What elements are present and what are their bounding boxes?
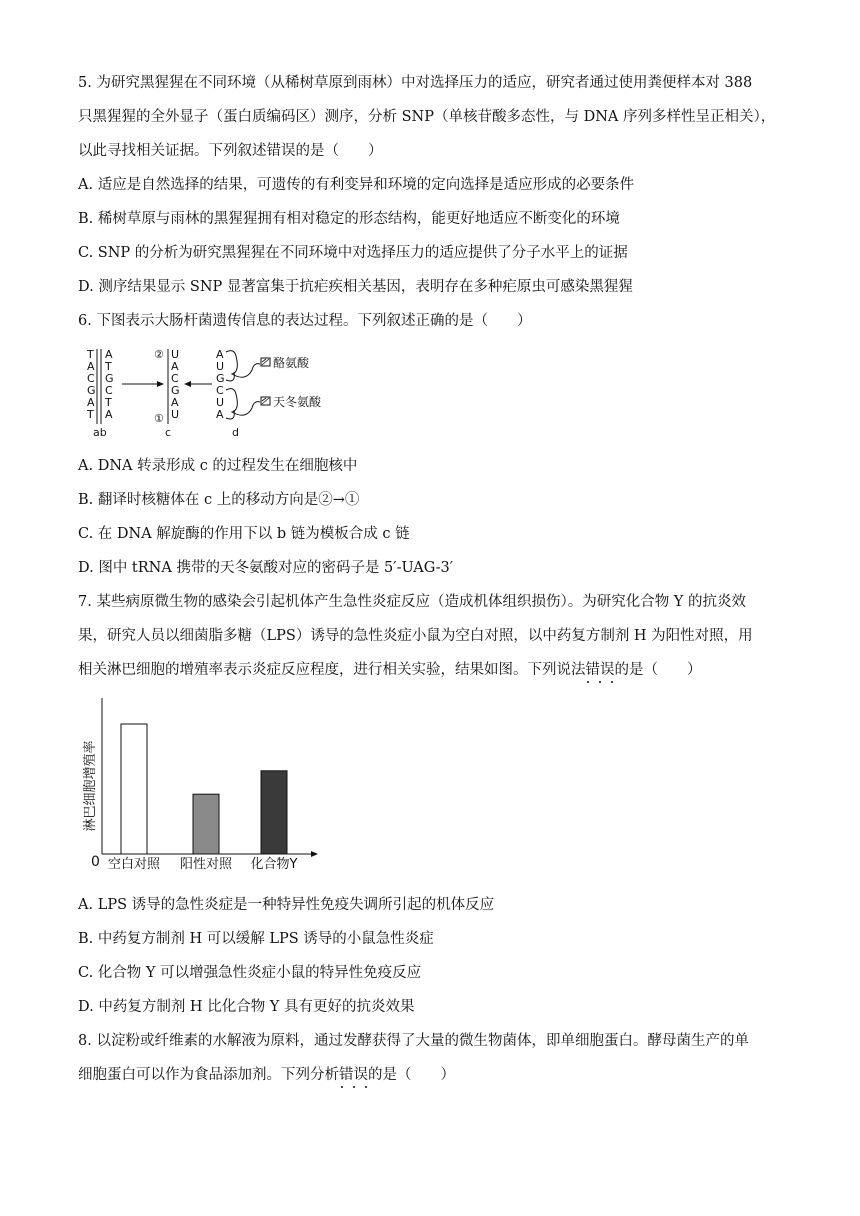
strand-c-base: G: [171, 384, 180, 397]
strand-b-base: T: [105, 396, 112, 409]
trna1-anticodon: [216, 348, 225, 385]
q7-stem-tail: 的是（ ）: [614, 662, 702, 678]
x-axis-arrow-icon: [311, 851, 318, 857]
q8-stem-line1: 8. 以淀粉或纤维素的水解液为原料，通过发酵获得了大量的微生物菌体，即单细胞蛋白。酵母菌生产的单: [78, 1033, 749, 1049]
strand-a-base: C: [87, 372, 95, 385]
strand-b-base: G: [105, 372, 114, 385]
q7-stem-line3: [78, 660, 702, 680]
q5-option-b: B. 稀树草原与雨林的黑猩猩拥有相对稳定的形态结构，能更好地适应不断变化的环境: [78, 211, 620, 227]
trna1-shape: [226, 351, 260, 378]
c-bottom-marker: ①: [154, 412, 164, 425]
strand-c-bases: [171, 348, 180, 421]
q6-option-b: B. 翻译时核糖体在 c 上的移动方向是②→①: [78, 492, 360, 508]
q7-emphasis-word: 错误: [585, 662, 615, 678]
x-tick-label: 化合物Y: [250, 857, 298, 872]
strand-c-base: A: [171, 360, 179, 373]
q5-option-d: D. 测序结果显示 SNP 显著富集于抗疟疾相关基因，表明存在多种疟原虫可感染黑猩猩: [78, 279, 633, 295]
q7-option-b: B. 中药复方制剂 H 可以缓解 LPS 诱导的小鼠急性炎症: [78, 931, 434, 947]
trna2-base: U: [216, 396, 225, 409]
q7-option-a: A. LPS 诱导的急性炎症是一种特异性免疫失调所引起的机体反应: [78, 897, 495, 913]
bar-2: [193, 794, 219, 854]
strand-a-base: T: [87, 348, 94, 361]
label-d: d: [232, 426, 239, 439]
x-tick-label: 空白对照: [107, 857, 161, 872]
q8-emphasis-word: 错误: [339, 1067, 368, 1083]
label-ab: ab: [93, 426, 107, 439]
q6-expression-diagram: [84, 344, 344, 439]
label-c: c: [165, 426, 172, 439]
q6-option-a: A. DNA 转录形成 c 的过程发生在细胞核中: [78, 458, 358, 474]
strand-a-base: A: [87, 396, 95, 409]
q5-stem-line2: 只黑猩猩的全外显子（蛋白质编码区）测序，分析 SNP（单核苷酸多态性，与 DNA 序列多样性呈正相关），: [78, 109, 776, 125]
q8-stem-text: 细胞蛋白可以作为食品添加剂。下列分析: [78, 1067, 339, 1083]
arrow-right-icon: [157, 381, 164, 387]
q7-option-d: D. 中药复方制剂 H 比化合物 Y 具有更好的抗炎效果: [78, 999, 415, 1015]
strand-a-base: T: [87, 408, 94, 421]
trna2-amino-acid-label: 天冬氨酸: [273, 395, 322, 409]
strand-b-bases: [104, 348, 114, 421]
strand-c-base: C: [171, 372, 179, 385]
q8-stem-tail: 的是（ ）: [368, 1067, 455, 1083]
strand-b-base: A: [105, 348, 113, 361]
trna1-base: U: [216, 360, 225, 373]
trna1-amino-acid-label: 酪氨酸: [273, 356, 310, 370]
q7-option-c: C. 化合物 Y 可以增强急性炎症小鼠的特异性免疫反应: [78, 965, 422, 981]
trna2-shape: [226, 389, 260, 416]
q7-stem-text: 相关淋巴细胞的增殖率表示炎症反应程度，进行相关实验，结果如图。下列说法: [78, 662, 586, 678]
q5-stem-line3: 以此寻找相关证据。下列叙述错误的是（ ）: [78, 143, 383, 159]
strand-c-base: U: [171, 408, 180, 421]
bar-3: [261, 771, 287, 854]
strand-a-base: G: [87, 384, 96, 397]
q6-option-d: D. 图中 tRNA 携带的天冬氨酸对应的密码子是 5′-UAG-3′: [78, 560, 453, 576]
trna2-base: A: [216, 408, 224, 421]
strand-c-base: A: [171, 396, 179, 409]
trna1-base: G: [216, 372, 225, 385]
axis-origin-label: 0: [91, 854, 100, 870]
q5-option-c: C. SNP 的分析为研究黑猩猩在不同环境中对选择压力的适应提供了分子水平上的证据: [78, 245, 628, 261]
c-top-marker: ②: [154, 348, 164, 361]
trna1-base: A: [216, 348, 224, 361]
y-axis-label: 淋巴细胞增殖率: [83, 740, 98, 832]
q5-stem-line1: 5. 为研究黑猩猩在不同环境（从稀树草原到雨林）中对选择压力的适应，研究者通过使用粪便样本对 388: [78, 75, 753, 91]
q6-option-c: C. 在 DNA 解旋酶的作用下以 b 链为模板合成 c 链: [78, 526, 410, 542]
strand-b-base: A: [105, 408, 113, 421]
q6-stem: 6. 下图表示大肠杆菌遗传信息的表达过程。下列叙述正确的是（ ）: [78, 313, 532, 329]
arrow-left-icon: [184, 381, 191, 387]
q8-stem-line2: [78, 1065, 455, 1085]
strand-b-base: C: [105, 384, 113, 397]
x-tick-label: 阳性对照: [179, 857, 233, 872]
strand-a-bases: [86, 348, 96, 421]
q7-bar-chart: [78, 694, 338, 880]
q5-option-a: A. 适应是自然选择的结果，可遗传的有利变异和环境的定向选择是适应形成的必要条件: [78, 177, 635, 193]
q7-stem-line1: 7. 某些病原微生物的感染会引起机体产生急性炎症反应（造成机体组织损伤）。为研究化合物 Y 的抗炎效: [78, 594, 746, 610]
strand-b-base: T: [105, 360, 112, 373]
strand-a-base: A: [87, 360, 95, 373]
q7-stem-line2: 果，研究人员以细菌脂多糖（LPS）诱导的急性炎症小鼠为空白对照，以中药复方制剂 H 为阳性对照，用: [78, 628, 753, 644]
trna2-anticodon: [216, 384, 224, 421]
trna2-base: C: [216, 384, 224, 397]
strand-c-base: U: [171, 348, 180, 361]
bar-1: [121, 724, 147, 854]
